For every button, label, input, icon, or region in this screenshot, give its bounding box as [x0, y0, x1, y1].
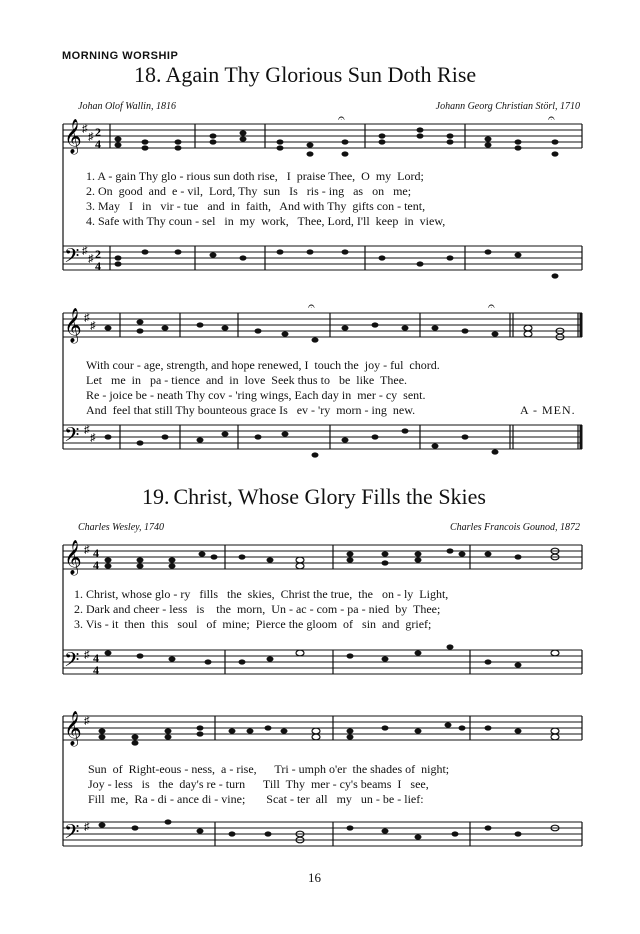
svg-text:𝄞: 𝄞	[64, 540, 82, 575]
hymn-18-number: 18.	[134, 62, 162, 87]
hymn-19-title: Christ, Whose Glory Fills the Skies	[173, 484, 486, 509]
svg-text:2: 2	[95, 125, 101, 139]
hymn-18-amen: A - MEN.	[520, 403, 576, 417]
hymn-19-composer: Charles Francois Gounod, 1872	[450, 522, 580, 533]
svg-text:4: 4	[93, 651, 99, 665]
svg-text:4: 4	[95, 137, 101, 151]
hymn-18-verse-4a: 4. Safe with Thy coun - sel in my work, Thee, Lord, I'll keep in view,	[86, 214, 446, 228]
svg-text:♯: ♯	[84, 649, 90, 661]
svg-text:♯: ♯	[88, 131, 94, 143]
svg-text:𝄐: 𝄐	[338, 111, 345, 125]
hymn-19-verse-2b: Joy - less is the day's re - turn Till Thy mer - cy's beams I see,	[88, 777, 429, 791]
hymn-18-verse-3b: Re - joice be - neath Thy cov - 'ring wings, Each day in mer - cy sent.	[86, 388, 426, 402]
svg-text:♯: ♯	[84, 821, 90, 833]
page-number: 16	[308, 870, 321, 885]
svg-text:4: 4	[93, 663, 99, 677]
hymn-18-author: Johan Olof Wallin, 1816	[78, 101, 176, 112]
svg-text:♯: ♯	[88, 253, 94, 265]
hymn-18-verse-3a: 3. May I in vir - tue and in faith, And with Thy gifts con - tent,	[86, 199, 426, 213]
section-heading: MORNING WORSHIP	[62, 50, 179, 62]
hymn-18-verse-1b: With cour - age, strength, and hope renewed, I touch the joy - ful chord.	[86, 358, 440, 372]
svg-text:𝄞: 𝄞	[64, 308, 82, 343]
svg-text:𝄢: 𝄢	[64, 244, 80, 272]
svg-text:♯: ♯	[90, 320, 96, 332]
svg-text:♯: ♯	[82, 245, 88, 257]
svg-text:4: 4	[93, 558, 99, 572]
svg-text:𝄐: 𝄐	[308, 299, 315, 313]
svg-text:♯: ♯	[82, 123, 88, 135]
svg-text:𝄐: 𝄐	[488, 299, 495, 313]
hymn-18-composer: Johann Georg Christian Störl, 1710	[435, 101, 580, 112]
hymn-18-verse-4b: And feel that still Thy bounteous grace Is ev - 'ry morn - ing new.	[86, 403, 416, 417]
svg-text:𝄢: 𝄢	[64, 423, 80, 451]
svg-text:♯: ♯	[84, 715, 90, 727]
hymn-19-verse-3b: Fill me, Ra - di - ance di - vine; Scat - ter all my un - be - lief:	[88, 792, 424, 806]
svg-text:4: 4	[93, 546, 99, 560]
svg-text:♯: ♯	[84, 312, 90, 324]
hymn-19-verse-3a: 3. Vis - it then this soul of mine; Pierce the gloom of sin and grief;	[74, 617, 432, 631]
svg-text:♯: ♯	[84, 424, 90, 436]
svg-text:𝄞: 𝄞	[64, 119, 82, 154]
svg-text:𝄞: 𝄞	[64, 711, 82, 746]
svg-text:𝄢: 𝄢	[64, 820, 80, 848]
svg-text:𝄢: 𝄢	[64, 648, 80, 676]
svg-text:4: 4	[95, 259, 101, 273]
hymn-19-verse-1a: 1. Christ, whose glo - ry fills the skies, Christ the true, the on - ly Light,	[74, 587, 449, 601]
hymn-18-title: Again Thy Glorious Sun Doth Rise	[165, 62, 477, 87]
hymn-19-verse-2a: 2. Dark and cheer - less is the morn, Un - ac - com - pa - nied by Thee;	[74, 602, 441, 616]
hymn-18-verse-2a: 2. On good and e - vil, Lord, Thy sun Is ris - ing as on me;	[86, 184, 412, 198]
svg-text:𝄐: 𝄐	[548, 111, 555, 125]
svg-text:♯: ♯	[90, 432, 96, 444]
hymn-18-verse-2b: Let me in pa - tience and in love Seek thus to be like Thee.	[86, 373, 408, 387]
hymn-18-verse-1a: 1. A - gain Thy glo - rious sun doth rise, I praise Thee, O my Lord;	[86, 169, 424, 183]
hymn-19-verse-1b: Sun of Right-eous - ness, a - rise, Tri - umph o'er the shades of night;	[88, 762, 450, 776]
svg-text:♯: ♯	[84, 544, 90, 556]
hymn-19-author: Charles Wesley, 1740	[78, 522, 165, 533]
svg-text:2: 2	[95, 247, 101, 261]
hymn-19-number: 19.	[142, 484, 170, 509]
